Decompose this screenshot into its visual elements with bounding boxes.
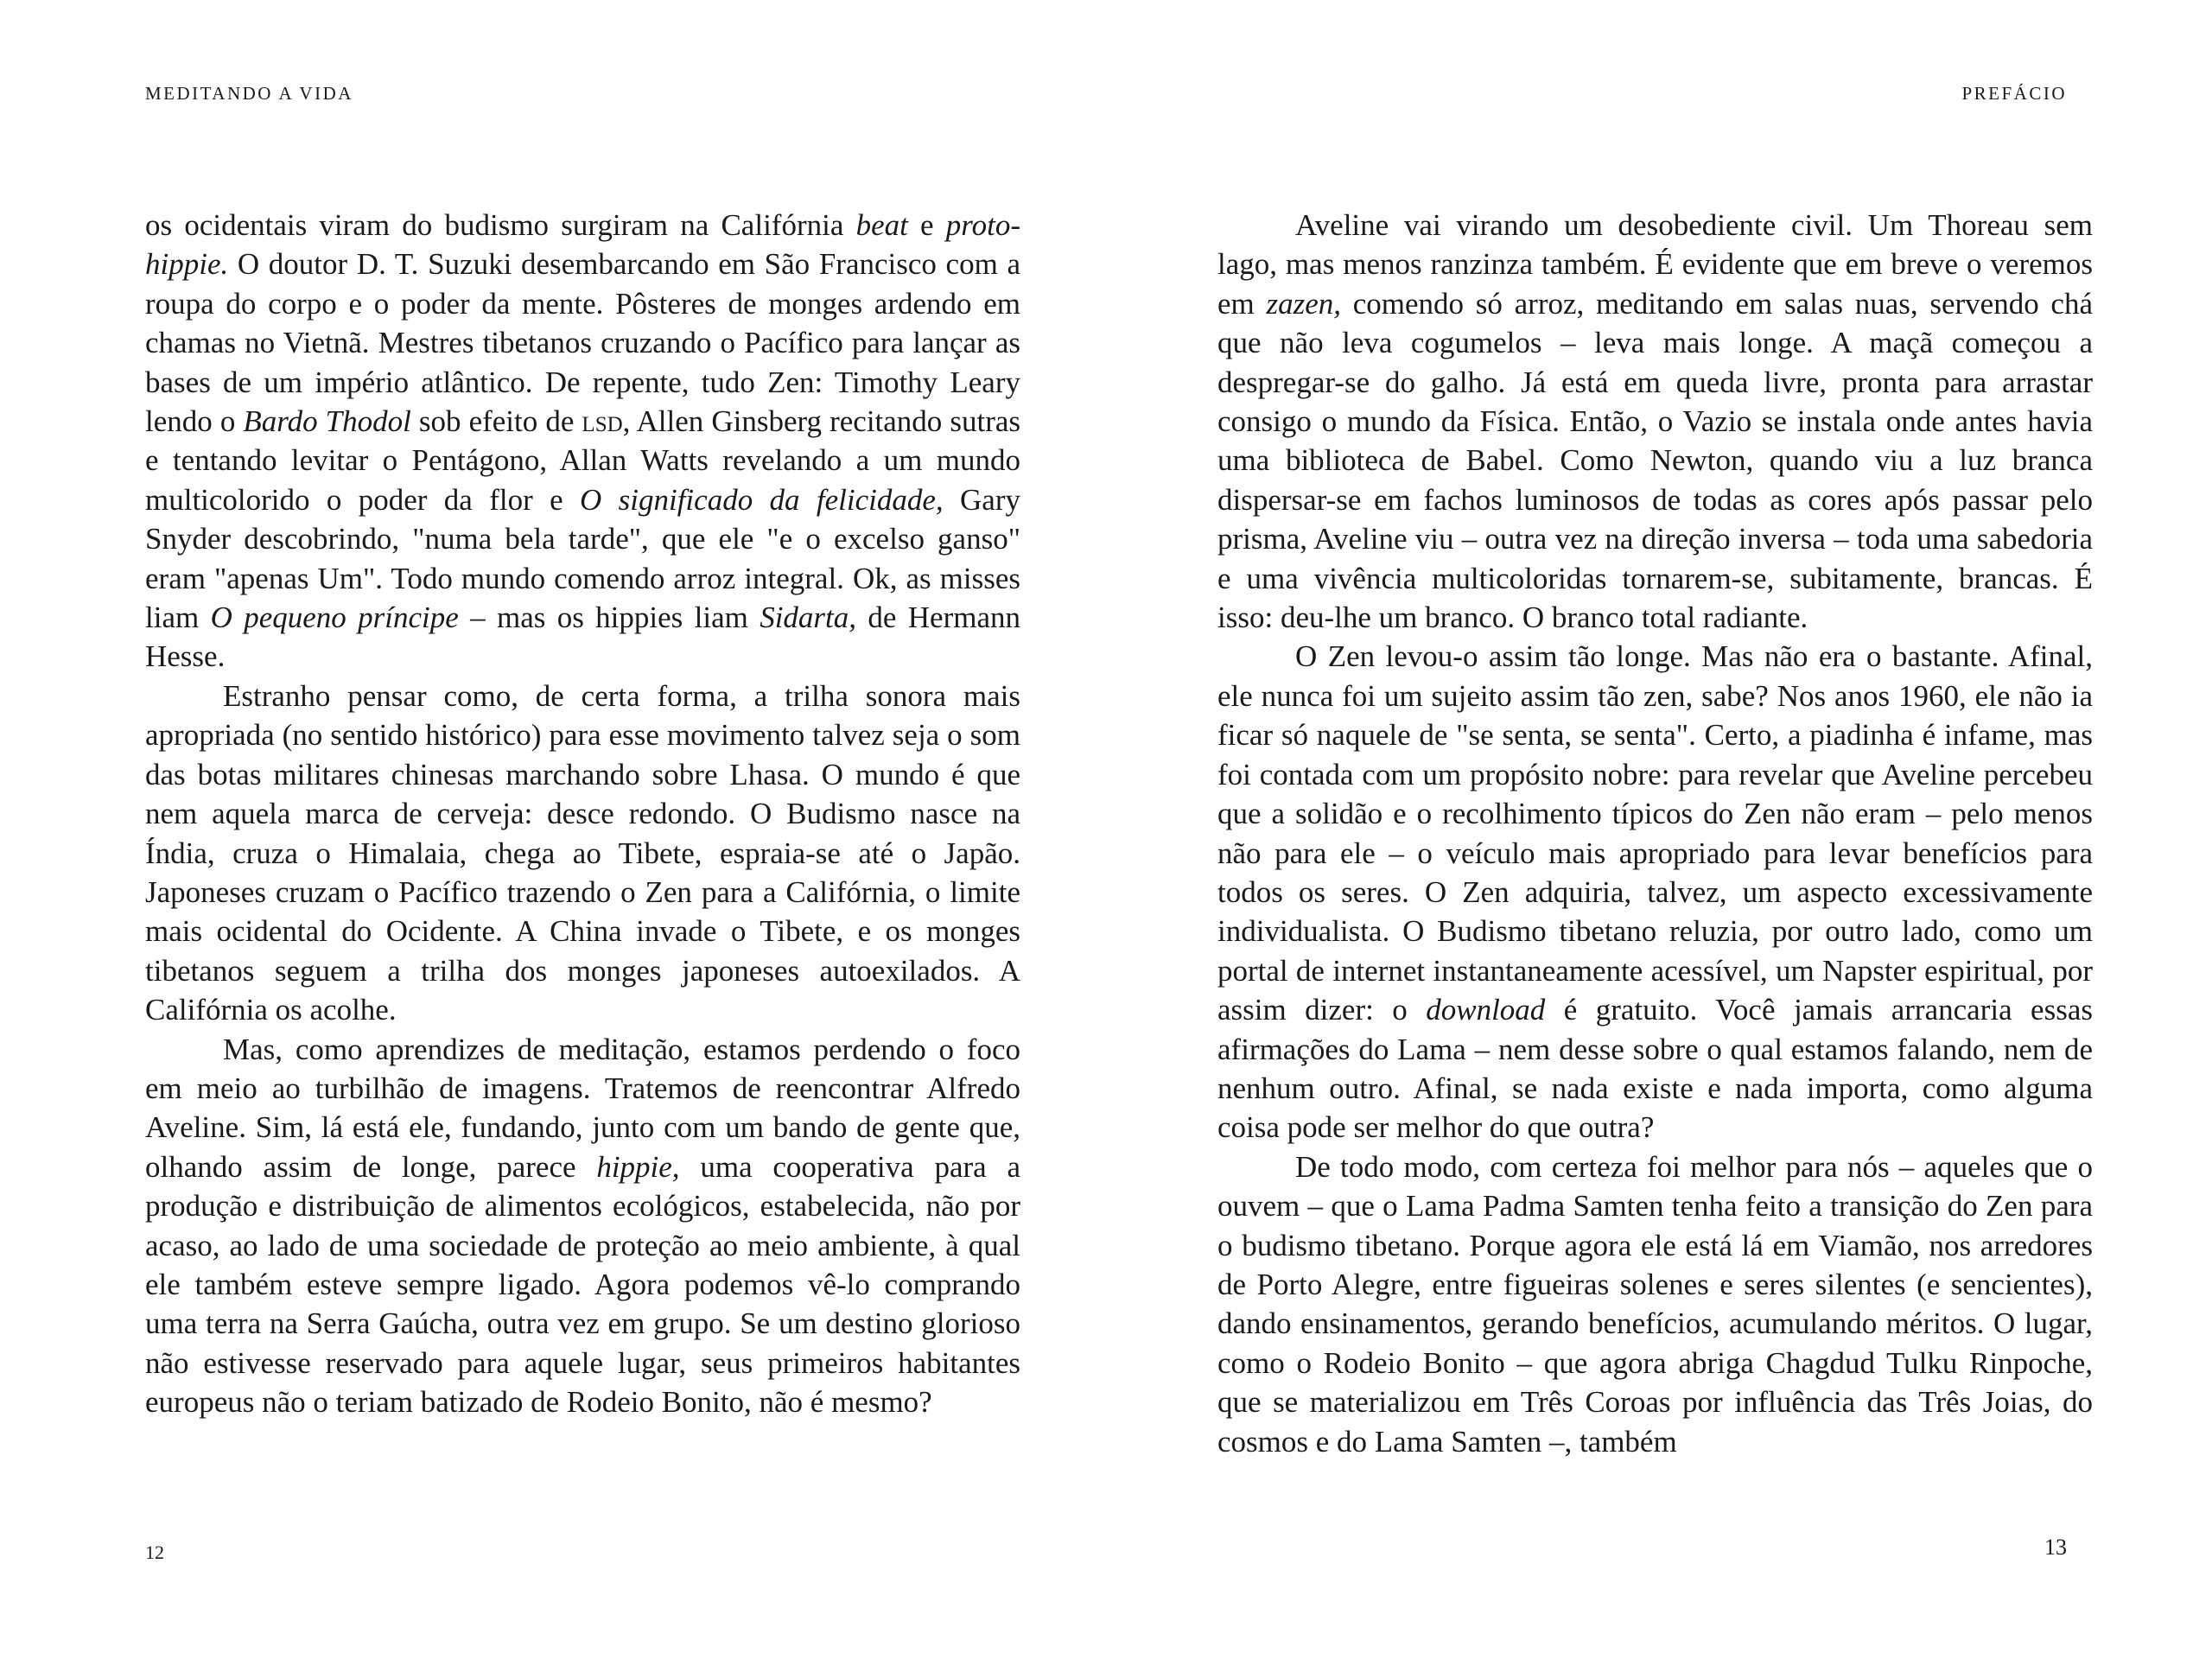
italic-run: O significado da felicidade, (580, 482, 944, 517)
right-page (1106, 0, 2212, 1659)
page-number: 13 (2044, 1535, 2067, 1560)
paragraph (145, 677, 1020, 1030)
text-run: e (907, 208, 946, 242)
text-run: Estranho pensar como, de certa forma, a trilha sonora mais apropriada (no sentido histórico) para esse movimento talvez seja o som das botas militares chinesas marchando sobre Lhasa. O mundo é que nem aquela marca de cerveja: desce redondo. O Budismo nasce na Índia, cruza o Himalaia, chega ao Tibete, espraia-se até o Japão. Japoneses cruzam o Pacífico trazendo o Zen para a Califórnia, o limite mais ocidental do Ocidente. A China invade o Tibete, e os monges tibetanos seguem a trilha dos monges japoneses autoexilados. A Califórnia os acolhe. (145, 678, 1020, 1027)
italic-run: download (1426, 993, 1546, 1027)
running-head-book-title: MEDITANDO A VIDA (145, 83, 353, 104)
text-run: De todo modo, com certeza foi melhor para nós – aqueles que o ouvem – que o Lama Padma Samten tenha feito a transição do Zen para o budismo tibetano. Porque agora ele está lá em Viamão, nos arredores de Porto Alegre, entre figueiras solenes e seres silentes (e sencientes), dando ensinamentos, gerando benefícios, acumulando méritos. O lugar, como o Rodeio Bonito – que agora abriga Chagdud Tulku Rinpoche, que se materializou em Três Coroas por influência das Três Joias, do cosmos e do Lama Samten –, também (1217, 1149, 2093, 1459)
text-run: O doutor D. T. Suzuki desembarcando em São Francisco com a roupa do corpo e o poder da mente. Pôsteres de monges ardendo em chamas no Vietnã. Mestres tibetanos cruzando o Pacífico para lançar as bases de um império atlântico. De repente, tudo Zen: Timothy Leary lendo o (145, 247, 1020, 439)
text-run: O Zen levou-o assim tão longe. Mas não era o bastante. Afinal, ele nunca foi um sujeito assim tão zen, sabe? Nos anos 1960, ele não ia ficar só naquele de "se senta, se senta". Certo, a piadinha é infame, mas foi contada com um propósito nobre: para revelar que Aveline percebeu que a solidão e o recolhimento típicos do Zen não eram – pelo menos não para ele – o veículo mais apropriado para levar benefícios para todos os seres. O Zen adquiria, talvez, um aspecto excessivamente individualista. O Budismo tibetano reluzia, por outro lado, como um portal de internet instantaneamente acessível, um Napster espiritual, por assim dizer: o (1217, 639, 2093, 1027)
text-run: é gratuito. Você jamais arrancaria essas afirmações do Lama – nem desse sobre o qual estamos falando, nem de nenhum outro. Afinal, se nada existe e nada importa, como alguma coisa pode ser melhor do que outra? (1217, 993, 2093, 1145)
page-number: 12 (145, 1541, 164, 1563)
italic-run: Sidarta, (760, 601, 857, 635)
running-head-chapter-title: PREFÁCIO (1961, 83, 2067, 104)
paragraph (1217, 1147, 2093, 1461)
italic-run: proto-hippie. (145, 208, 1020, 282)
italic-run: Bardo Thodol (243, 404, 411, 439)
italic-run: beat (855, 208, 908, 242)
text-run: de Hermann Hesse. (145, 601, 1020, 674)
text-run: – mas os hippies liam (458, 601, 760, 635)
italic-run: zazen, (1266, 286, 1342, 321)
italic-run: O pequeno príncipe (210, 601, 459, 635)
text-run: os ocidentais viram do budismo surgiram na Califórnia (145, 208, 856, 242)
right-page-body (1217, 206, 2093, 1461)
small-caps-run: lsd (582, 404, 623, 439)
left-page-body (145, 206, 1020, 1422)
paragraph (1217, 637, 2093, 1147)
paragraph (145, 206, 1020, 677)
text-run: Gary Snyder descobrindo, "numa bela tarde", que ele "e o excelso ganso" eram "apenas Um". Todo mundo comendo arroz integral. Ok, as misses liam (145, 482, 1020, 635)
text-run: , Allen Ginsberg recitando sutras e tentando levitar o Pentágono, Allan Watts revelando a um mundo multicolorido o poder da flor e (145, 404, 1021, 517)
paragraph (145, 1030, 1020, 1422)
text-run: comendo só arroz, meditando em salas nuas, servendo chá que não leva cogumelos – leva mais longe. A maçã começou a despregar-se do galho. Já está em queda livre, pronta para arrastar consigo o mundo da Física. Então, o Vazio se instala onde antes havia uma biblioteca de Babel. Como Newton, quando viu a luz branca dispersar-se em fachos luminosos de todas as cores após passar pelo prisma, Aveline viu – outra vez na direção inversa – toda uma sabedoria e uma vivência multicoloridas tornarem-se, subitamente, brancas. É isso: deu-lhe um branco. O branco total radiante. (1217, 286, 2093, 635)
text-run: Aveline vai virando um desobediente civil. Um Thoreau sem lago, mas menos ranzinza também. É evidente que em breve o veremos em (1217, 208, 2093, 321)
text-run: uma cooperativa para a produção e distribuição de alimentos ecológicos, estabelecida, não por acaso, ao lado de uma sociedade de proteção ao meio ambiente, à qual ele também esteve sempre ligado. Agora podemos vê-lo comprando uma terra na Serra Gaúcha, outra vez em grupo. Se um destino glorioso não estivesse reservado para aquele lugar, seus primeiros habitantes europeus não o teriam batizado de Rodeio Bonito, não é mesmo? (145, 1149, 1020, 1420)
paragraph (1217, 206, 2093, 637)
italic-run: hippie, (596, 1149, 680, 1184)
text-run: Mas, como aprendizes de meditação, estamos perdendo o foco em meio ao turbilhão de imagens. Tratemos de reencontrar Alfredo Aveline. Sim, lá está ele, fundando, junto com um bando de gente que, olhando assim de longe, parece (145, 1032, 1020, 1184)
text-run: sob efeito de (410, 404, 582, 439)
